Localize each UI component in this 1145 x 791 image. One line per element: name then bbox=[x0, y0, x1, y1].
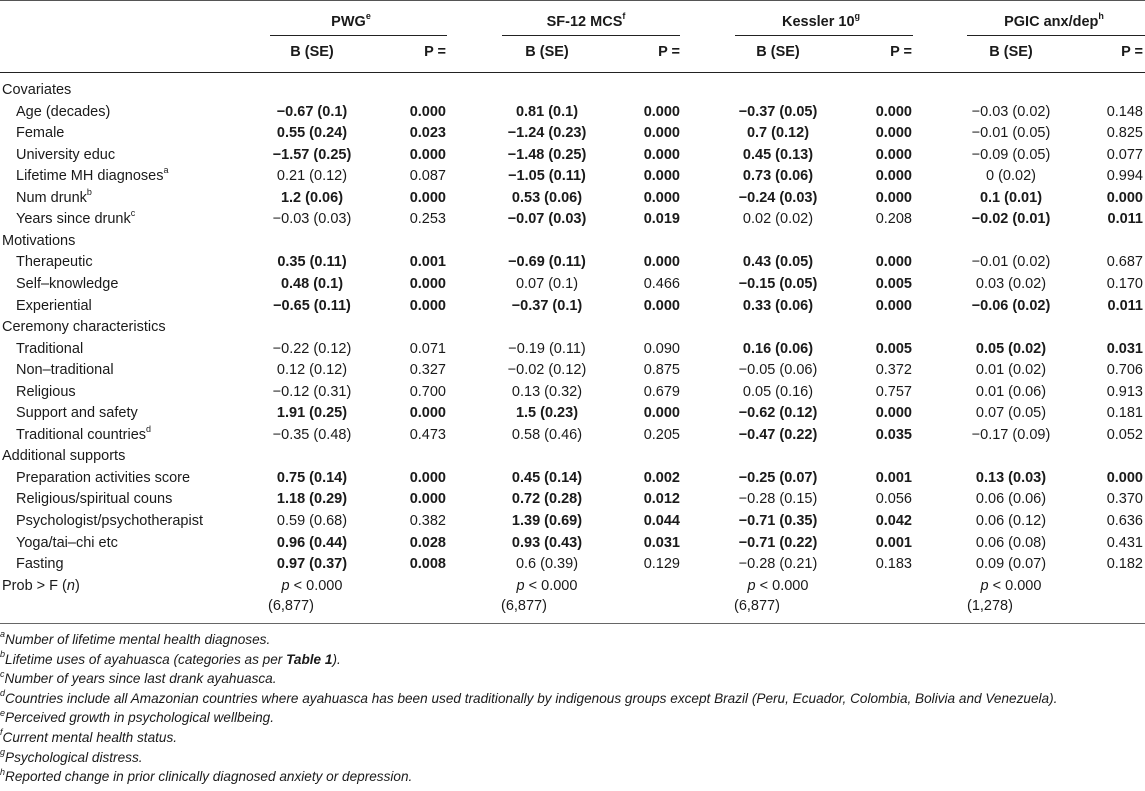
coef-se-cell: −0.35 (0.48) bbox=[272, 426, 352, 443]
coef-se-cell: −0.71 (0.22) bbox=[738, 534, 818, 551]
coef-se-cell: 0.13 (0.03) bbox=[975, 469, 1047, 486]
footnote-mark: f bbox=[0, 727, 3, 738]
prob-rest: < 0.000 bbox=[988, 577, 1042, 594]
footnote bbox=[0, 768, 412, 786]
p-value-cell: 0.182 bbox=[1106, 556, 1143, 573]
p-value-cell: 0.023 bbox=[409, 125, 446, 142]
prob-close: ) bbox=[74, 577, 80, 594]
prob-value bbox=[487, 576, 607, 596]
coef-se-cell: 0.72 (0.28) bbox=[511, 491, 583, 508]
coef-se-cell: 0.35 (0.11) bbox=[277, 254, 347, 271]
row-label bbox=[16, 339, 83, 359]
p-value-cell: 0.000 bbox=[875, 189, 912, 206]
prob-value bbox=[718, 576, 838, 596]
outcome-footnote-mark: f bbox=[622, 11, 626, 22]
row-label-text: University educ bbox=[16, 146, 116, 163]
outcome-footnote-mark: h bbox=[1098, 11, 1104, 22]
outcome-rule bbox=[967, 35, 1145, 36]
p-value-cell: 0.000 bbox=[643, 405, 680, 422]
prob-n-count: (6,877) bbox=[501, 597, 547, 614]
row-label-text: Self–knowledge bbox=[16, 275, 119, 292]
outcome-name: PGIC anx/dep bbox=[1004, 14, 1099, 30]
footnote-text: Current mental health status. bbox=[2, 730, 178, 745]
coef-se-cell: −1.57 (0.25) bbox=[272, 146, 352, 163]
coef-se-cell: −0.07 (0.03) bbox=[507, 211, 587, 228]
row-label bbox=[16, 511, 203, 531]
p-value-cell: 0.000 bbox=[1106, 189, 1143, 206]
footnote-text: Number of years since last drank ayahuasca. bbox=[4, 671, 277, 687]
coef-se-cell: 1.91 (0.25) bbox=[276, 405, 348, 422]
outcome-name: PWG bbox=[331, 14, 366, 30]
footnote-text: Perceived growth in psychological wellbeing. bbox=[5, 710, 275, 726]
prob-rest: < 0.000 bbox=[755, 577, 809, 594]
coef-se-cell: 0.1 (0.01) bbox=[979, 189, 1043, 206]
coef-se-cell: 0.13 (0.32) bbox=[511, 383, 583, 400]
row-label-text: Religious bbox=[16, 383, 76, 400]
p-value-cell: 0.700 bbox=[409, 383, 446, 400]
p-value-cell: 0.000 bbox=[409, 491, 446, 508]
coef-se-cell: 0.59 (0.68) bbox=[276, 513, 348, 529]
prob-p: p bbox=[747, 577, 756, 594]
p-value-cell: 0.205 bbox=[643, 426, 680, 443]
outcome-rule bbox=[502, 35, 680, 36]
p-value-cell: 0.000 bbox=[409, 297, 446, 314]
row-label bbox=[16, 403, 138, 423]
p-value-cell: 0.012 bbox=[643, 491, 680, 508]
row-label bbox=[16, 382, 76, 402]
coef-se-cell: 0.01 (0.06) bbox=[975, 383, 1047, 400]
prob-n-count: (1,278) bbox=[967, 597, 1013, 614]
footnote-table-ref: Table 1 bbox=[286, 651, 333, 667]
coef-se-cell: −0.65 (0.11) bbox=[273, 297, 351, 314]
coef-se-cell: 0.45 (0.14) bbox=[511, 469, 583, 486]
coef-se-cell: −0.01 (0.05) bbox=[971, 125, 1051, 142]
table-top-rule bbox=[0, 0, 1145, 1]
p-value-cell: 0.056 bbox=[875, 491, 912, 508]
outcome-rule bbox=[735, 35, 913, 36]
coef-se-cell: −0.17 (0.09) bbox=[971, 426, 1051, 443]
p-value-cell: 0.148 bbox=[1106, 103, 1143, 120]
footnote-text: Reported change in prior clinically diagnosed anxiety or depression. bbox=[5, 769, 413, 785]
coef-se-cell: 0.53 (0.06) bbox=[511, 189, 583, 206]
p-value-cell: 0.005 bbox=[875, 275, 912, 292]
coef-se-cell: 1.5 (0.23) bbox=[515, 405, 579, 422]
p-value-cell: 0.000 bbox=[409, 405, 446, 422]
coef-se-cell: 1.18 (0.29) bbox=[276, 491, 348, 508]
prob-label-text: Prob > F ( bbox=[2, 577, 67, 594]
group-label: Additional supports bbox=[2, 448, 126, 465]
coef-se-cell: −0.28 (0.21) bbox=[738, 556, 818, 573]
p-value-cell: 0.000 bbox=[409, 275, 446, 292]
p-value-cell: 0.000 bbox=[875, 146, 912, 163]
group-label: Covariates bbox=[2, 82, 72, 98]
p-value-cell: 0.382 bbox=[409, 513, 446, 529]
p-value-cell: 0.031 bbox=[643, 534, 680, 551]
p-value-cell: 0.000 bbox=[875, 125, 912, 142]
coef-se-cell: −0.06 (0.02) bbox=[971, 297, 1051, 314]
coef-se-cell: −0.12 (0.31) bbox=[272, 383, 352, 400]
coef-se-cell: −0.71 (0.35) bbox=[738, 513, 818, 529]
prob-rest: < 0.000 bbox=[524, 577, 578, 594]
row-footnote-mark: b bbox=[86, 186, 92, 197]
b-se-header: B (SE) bbox=[290, 44, 334, 60]
prob-n: n bbox=[66, 577, 75, 594]
row-label bbox=[16, 145, 115, 165]
p-value-cell: 0.000 bbox=[643, 168, 680, 185]
outcome-header bbox=[964, 12, 1144, 32]
p-value-cell: 0.044 bbox=[643, 513, 680, 529]
row-label bbox=[16, 425, 151, 445]
coef-se-cell: 0.33 (0.06) bbox=[742, 297, 814, 314]
row-label bbox=[16, 102, 110, 122]
coef-se-cell: 0.96 (0.44) bbox=[276, 534, 348, 551]
row-label-text: Yoga/tai–chi etc bbox=[16, 534, 118, 551]
outcome-footnote-mark: g bbox=[854, 11, 861, 22]
p-value-cell: 0.913 bbox=[1106, 383, 1143, 400]
p-value-cell: 0.000 bbox=[643, 125, 680, 142]
row-footnote-mark: a bbox=[163, 165, 169, 176]
row-label-text: Num drunk bbox=[16, 189, 87, 206]
coef-se-cell: 0.58 (0.46) bbox=[511, 426, 583, 443]
p-value-cell: 0.636 bbox=[1106, 513, 1143, 529]
p-value-cell: 0.183 bbox=[875, 556, 912, 573]
p-value-cell: 0.170 bbox=[1106, 275, 1143, 292]
coef-se-cell: −1.05 (0.11) bbox=[508, 168, 586, 185]
coef-se-cell: 0.09 (0.07) bbox=[975, 556, 1047, 573]
p-value-cell: 0.008 bbox=[409, 556, 446, 573]
p-value-cell: 0.087 bbox=[409, 168, 446, 185]
p-value-cell: 0.090 bbox=[643, 340, 680, 357]
coef-se-cell: 0.97 (0.37) bbox=[276, 556, 348, 573]
row-label-text: Years since drunk bbox=[16, 211, 131, 228]
outcome-header bbox=[261, 12, 441, 32]
p-value-cell: 0.875 bbox=[643, 362, 680, 379]
coef-se-cell: 0.02 (0.02) bbox=[742, 211, 814, 228]
p-value-cell: 0.757 bbox=[875, 383, 912, 400]
coef-se-cell: −0.03 (0.02) bbox=[971, 103, 1051, 120]
footnote-mark: g bbox=[0, 747, 6, 758]
p-value-cell: 0.028 bbox=[409, 534, 446, 551]
footnote-mark: h bbox=[0, 766, 6, 777]
p-value-cell: 0.000 bbox=[643, 297, 680, 314]
group-label: Ceremony characteristics bbox=[2, 319, 166, 336]
p-value-cell: 0.000 bbox=[875, 168, 912, 185]
p-value-cell: 0.000 bbox=[409, 146, 446, 163]
footnote-mark: e bbox=[0, 707, 6, 718]
coef-se-cell: −0.28 (0.15) bbox=[738, 491, 818, 508]
coef-se-cell: 0.81 (0.1) bbox=[515, 103, 579, 120]
coef-se-cell: −0.37 (0.05) bbox=[738, 103, 818, 120]
header-rule bbox=[0, 72, 1145, 73]
coef-se-cell: −0.02 (0.01) bbox=[971, 211, 1051, 228]
p-value-cell: 0.129 bbox=[643, 556, 680, 573]
p-value-cell: 0.706 bbox=[1106, 362, 1143, 379]
p-value-cell: 0.825 bbox=[1106, 125, 1143, 142]
coef-se-cell: −0.24 (0.03) bbox=[738, 189, 818, 206]
outcome-header bbox=[731, 12, 911, 32]
p-value-cell: 0.001 bbox=[875, 534, 912, 551]
p-value-cell: 0.372 bbox=[875, 362, 912, 379]
footnote-text: Countries include all Amazonian countries where ayahuasca has been used traditionally by indigenous groups except Brazil (Peru, Ecuador, Colombia, Bolivia and Venezuela). bbox=[5, 690, 1058, 706]
row-label bbox=[16, 360, 114, 380]
coef-se-cell: 0 (0.02) bbox=[986, 168, 1036, 185]
p-value-cell: 0.000 bbox=[875, 405, 912, 422]
prob-n-count: (6,877) bbox=[268, 597, 314, 614]
row-label-text: Support and safety bbox=[16, 405, 138, 422]
p-value-cell: 0.466 bbox=[643, 275, 680, 292]
p-value-cell: 0.000 bbox=[409, 189, 446, 206]
p-header: P = bbox=[658, 44, 680, 60]
coef-se-cell: 1.2 (0.06) bbox=[280, 189, 344, 206]
coef-se-cell: 0.06 (0.08) bbox=[975, 534, 1047, 551]
coef-se-cell: 0.93 (0.43) bbox=[511, 534, 583, 551]
p-value-cell: 0.370 bbox=[1106, 491, 1143, 508]
row-label bbox=[16, 188, 92, 208]
coef-se-cell: −1.48 (0.25) bbox=[507, 146, 587, 163]
row-label bbox=[16, 296, 92, 316]
row-label-text: Non–traditional bbox=[16, 362, 114, 379]
row-label-text: Lifetime MH diagnoses bbox=[16, 168, 164, 185]
footnote-mark: a bbox=[0, 629, 6, 640]
coef-se-cell: 0.73 (0.06) bbox=[742, 168, 814, 185]
row-label-text: Experiential bbox=[16, 297, 92, 314]
p-value-cell: 0.002 bbox=[643, 469, 680, 486]
p-value-cell: 0.001 bbox=[409, 254, 446, 271]
prob-p: p bbox=[980, 577, 989, 594]
p-value-cell: 0.011 bbox=[1107, 297, 1143, 314]
outcome-header bbox=[496, 12, 676, 32]
coef-se-cell: −0.69 (0.11) bbox=[508, 254, 586, 271]
outcome-name: Kessler 10 bbox=[781, 14, 855, 30]
p-value-cell: 0.077 bbox=[1106, 146, 1143, 163]
row-label-text: Female bbox=[16, 125, 65, 142]
row-label bbox=[16, 489, 172, 509]
coef-se-cell: −0.05 (0.06) bbox=[738, 362, 818, 379]
coef-se-cell: 0.75 (0.14) bbox=[276, 469, 348, 486]
p-header: P = bbox=[1121, 44, 1143, 60]
group-label: Motivations bbox=[2, 232, 76, 249]
coef-se-cell: 0.06 (0.06) bbox=[975, 491, 1047, 508]
p-value-cell: 0.679 bbox=[643, 383, 680, 400]
row-footnote-mark: d bbox=[146, 423, 152, 434]
p-value-cell: 0.005 bbox=[875, 340, 912, 357]
coef-se-cell: 0.21 (0.12) bbox=[276, 168, 348, 185]
prob-value bbox=[252, 576, 372, 596]
p-value-cell: 0.000 bbox=[875, 297, 912, 314]
coef-se-cell: 0.43 (0.05) bbox=[742, 254, 814, 271]
p-value-cell: 0.019 bbox=[643, 211, 680, 228]
p-value-cell: 0.253 bbox=[409, 211, 446, 228]
footnote bbox=[0, 729, 177, 747]
coef-se-cell: −0.09 (0.05) bbox=[971, 146, 1051, 163]
p-value-cell: 0.000 bbox=[1106, 469, 1143, 486]
footnote bbox=[0, 651, 341, 669]
coef-se-cell: 0.03 (0.02) bbox=[975, 275, 1047, 292]
coef-se-cell: −0.25 (0.07) bbox=[738, 469, 818, 486]
table-bottom-rule bbox=[0, 623, 1145, 624]
coef-se-cell: 0.05 (0.16) bbox=[742, 383, 814, 400]
p-value-cell: 0.000 bbox=[875, 254, 912, 271]
footnote-text: Number of lifetime mental health diagnoses. bbox=[5, 632, 271, 647]
coef-se-cell: −0.37 (0.1) bbox=[511, 297, 583, 314]
footnote-text: Lifetime uses of ayahuasca (categories as per bbox=[5, 651, 287, 667]
footnote-mark: c bbox=[0, 668, 5, 679]
prob-p: p bbox=[281, 577, 290, 594]
footnote bbox=[0, 670, 277, 688]
p-value-cell: 0.000 bbox=[643, 189, 680, 206]
row-label bbox=[16, 166, 169, 186]
outcome-name: SF-12 MCS bbox=[546, 14, 623, 30]
row-label bbox=[16, 468, 190, 488]
coef-se-cell: 0.16 (0.06) bbox=[742, 340, 814, 357]
coef-se-cell: −0.47 (0.22) bbox=[738, 426, 818, 443]
coef-se-cell: 0.7 (0.12) bbox=[746, 125, 810, 142]
row-label-text: Preparation activities score bbox=[16, 469, 191, 486]
coef-se-cell: 0.06 (0.12) bbox=[975, 513, 1047, 529]
p-value-cell: 0.000 bbox=[643, 103, 680, 120]
row-label-text: Therapeutic bbox=[16, 254, 93, 271]
p-value-cell: 0.052 bbox=[1106, 426, 1143, 443]
p-value-cell: 0.000 bbox=[643, 146, 680, 163]
p-value-cell: 0.001 bbox=[875, 469, 912, 486]
footnote bbox=[0, 690, 1057, 708]
coef-se-cell: −1.24 (0.23) bbox=[507, 125, 587, 142]
footnote-text: Psychological distress. bbox=[5, 749, 143, 765]
row-label bbox=[16, 274, 118, 294]
p-value-cell: 0.431 bbox=[1106, 534, 1143, 551]
footnote bbox=[0, 631, 270, 649]
row-label-text: Traditional bbox=[16, 340, 84, 357]
prob-rest: < 0.000 bbox=[289, 577, 343, 594]
row-label-text: Traditional countries bbox=[16, 426, 147, 443]
coef-se-cell: 0.07 (0.05) bbox=[975, 405, 1047, 422]
coef-se-cell: 0.01 (0.02) bbox=[975, 362, 1047, 379]
b-se-header: B (SE) bbox=[525, 44, 569, 60]
prob-value bbox=[951, 576, 1071, 596]
p-header: P = bbox=[424, 44, 446, 60]
p-value-cell: 0.071 bbox=[409, 340, 446, 357]
p-value-cell: 0.208 bbox=[875, 211, 912, 228]
outcome-footnote-mark: e bbox=[365, 11, 371, 22]
p-value-cell: 0.035 bbox=[875, 426, 912, 443]
b-se-header: B (SE) bbox=[756, 44, 800, 60]
coef-se-cell: 0.12 (0.12) bbox=[276, 362, 348, 379]
row-label bbox=[16, 123, 64, 143]
coef-se-cell: 1.39 (0.69) bbox=[511, 513, 583, 529]
footnote-mark: b bbox=[0, 649, 6, 660]
p-value-cell: 0.000 bbox=[875, 103, 912, 120]
p-value-cell: 0.473 bbox=[409, 426, 446, 443]
coef-se-cell: 0.05 (0.02) bbox=[975, 340, 1047, 357]
b-se-header: B (SE) bbox=[989, 44, 1033, 60]
p-header: P = bbox=[890, 44, 912, 60]
p-value-cell: 0.031 bbox=[1106, 340, 1143, 357]
prob-label bbox=[2, 576, 80, 596]
prob-p: p bbox=[516, 577, 525, 594]
coef-se-cell: 0.55 (0.24) bbox=[276, 125, 348, 142]
coef-se-cell: −0.03 (0.03) bbox=[272, 211, 352, 228]
coef-se-cell: 0.45 (0.13) bbox=[742, 146, 814, 163]
p-value-cell: 0.011 bbox=[1107, 211, 1143, 228]
p-value-cell: 0.181 bbox=[1106, 405, 1143, 422]
row-label-text: Religious/spiritual couns bbox=[16, 491, 173, 508]
footnote bbox=[0, 709, 274, 727]
row-footnote-mark: c bbox=[130, 208, 136, 219]
row-label bbox=[16, 252, 93, 272]
footnote bbox=[0, 749, 143, 767]
coef-se-cell: −0.22 (0.12) bbox=[272, 340, 352, 357]
coef-se-cell: −0.19 (0.11) bbox=[508, 340, 586, 357]
outcome-rule bbox=[270, 35, 447, 36]
coef-se-cell: −0.01 (0.02) bbox=[971, 254, 1051, 271]
footnote-mark: d bbox=[0, 688, 6, 699]
row-label-text: Fasting bbox=[16, 556, 64, 573]
row-label bbox=[16, 209, 135, 229]
p-value-cell: 0.000 bbox=[409, 103, 446, 120]
p-value-cell: 0.687 bbox=[1106, 254, 1143, 271]
row-label bbox=[16, 554, 64, 574]
row-label-text: Age (decades) bbox=[16, 103, 111, 120]
prob-n-count: (6,877) bbox=[734, 597, 780, 614]
coef-se-cell: −0.62 (0.12) bbox=[738, 405, 818, 422]
row-label-text: Psychologist/psychotherapist bbox=[16, 513, 203, 529]
coef-se-cell: 0.07 (0.1) bbox=[515, 275, 579, 292]
p-value-cell: 0.000 bbox=[409, 469, 446, 486]
p-value-cell: 0.042 bbox=[875, 513, 912, 529]
coef-se-cell: −0.02 (0.12) bbox=[507, 362, 587, 379]
footnote-text-after: ). bbox=[332, 651, 341, 667]
coef-se-cell: 0.6 (0.39) bbox=[515, 556, 579, 573]
p-value-cell: 0.000 bbox=[643, 254, 680, 271]
row-label bbox=[16, 533, 118, 553]
coef-se-cell: 0.48 (0.1) bbox=[280, 275, 344, 292]
p-value-cell: 0.994 bbox=[1106, 168, 1143, 185]
p-value-cell: 0.327 bbox=[409, 362, 446, 379]
coef-se-cell: −0.15 (0.05) bbox=[738, 275, 818, 292]
coef-se-cell: −0.67 (0.1) bbox=[276, 103, 348, 120]
